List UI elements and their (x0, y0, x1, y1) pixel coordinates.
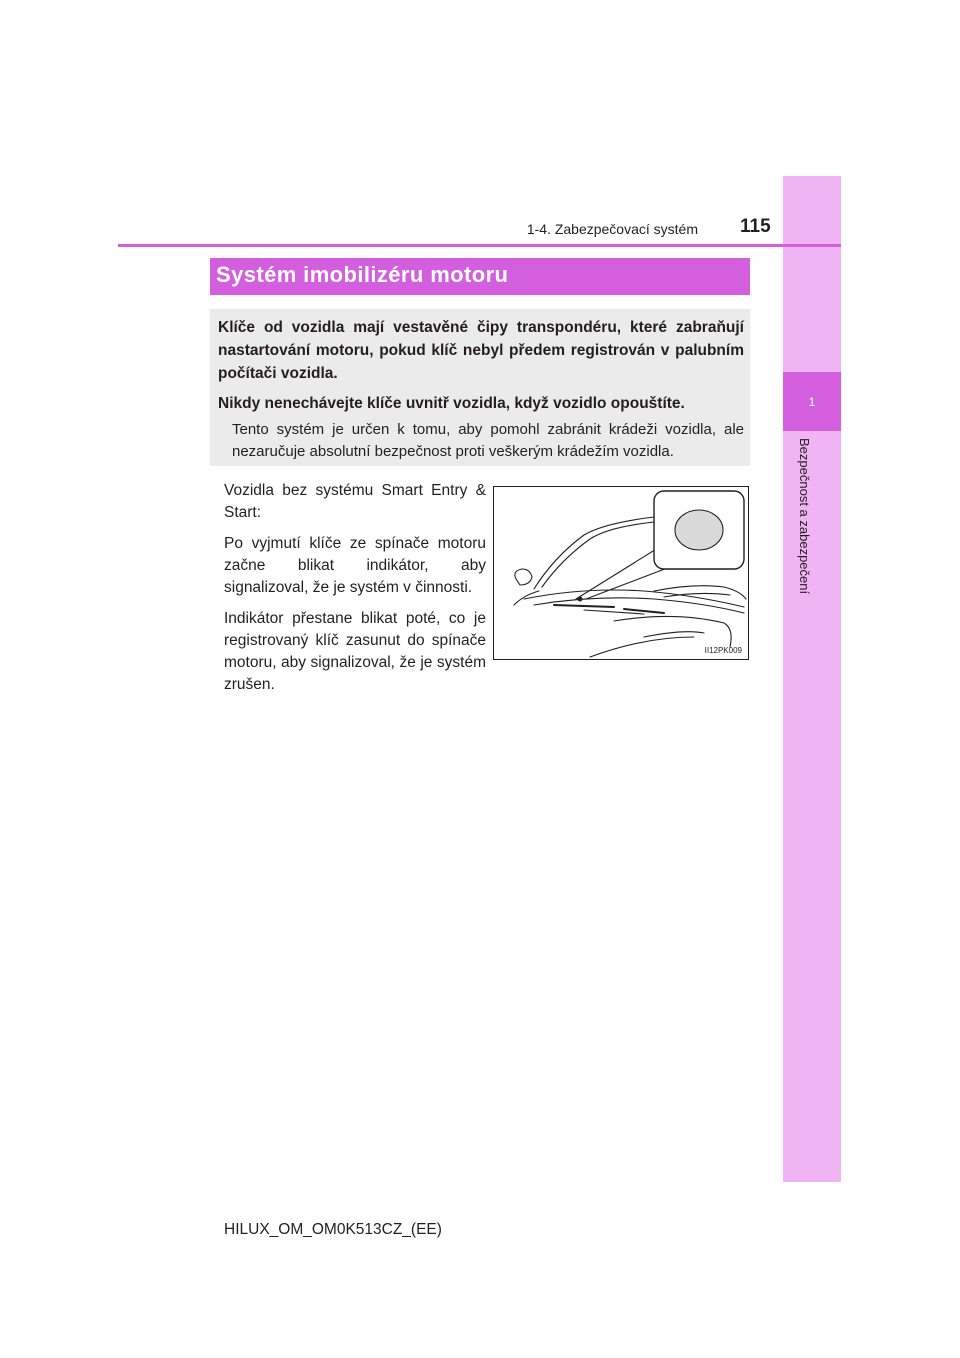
body-paragraph-2: Po vyjmutí klíče ze spínače motoru začne blikat indikátor, aby signalizoval, že je systém v činnosti. (224, 535, 486, 596)
chapter-number: 1 (783, 372, 841, 431)
summary-note: Tento systém je určen k tomu, aby pomohl zabránit krádeži vozidla, ale nezaručuje absolutní bezpečnost proti veškerým krádežím vozidla. (232, 421, 744, 460)
figure-code: II12PK009 (704, 646, 742, 655)
body-paragraph-3: Indikátor přestane blikat poté, co je registrovaný klíč zasunut do spínače motoru, aby signalizoval, že je systém zrušen. (224, 610, 486, 693)
body-paragraph-1: Vozidla bez systému Smart Entry & Start: (224, 482, 486, 521)
body-text (224, 480, 486, 705)
header-section-title: 1-4. Zabezpečovací systém (526, 221, 698, 237)
summary-paragraph-2: Nikdy nenechávejte klíče uvnitř vozidla, když vozidlo opouštíte. (218, 395, 685, 412)
chapter-title: Bezpečnost a zabezpečení (797, 438, 812, 595)
page-number: 115 (740, 216, 771, 237)
windshield-dashboard-drawing (494, 487, 749, 660)
dashboard-indicator-illustration (493, 486, 749, 660)
summary-paragraph-1: Klíče od vozidla mají vestavěné čipy transpondéru, které zabraňují nastartování motoru, pokud klíč nebyl předem registrován v palubním počítači vozidla. (218, 319, 744, 382)
section-title: Systém imobilizéru motoru (210, 258, 750, 295)
header-divider (118, 244, 841, 247)
footer-document-code: HILUX_OM_OM0K513CZ_(EE) (224, 1221, 442, 1238)
summary-box (210, 309, 750, 466)
chapter-side-tab (783, 176, 841, 1182)
